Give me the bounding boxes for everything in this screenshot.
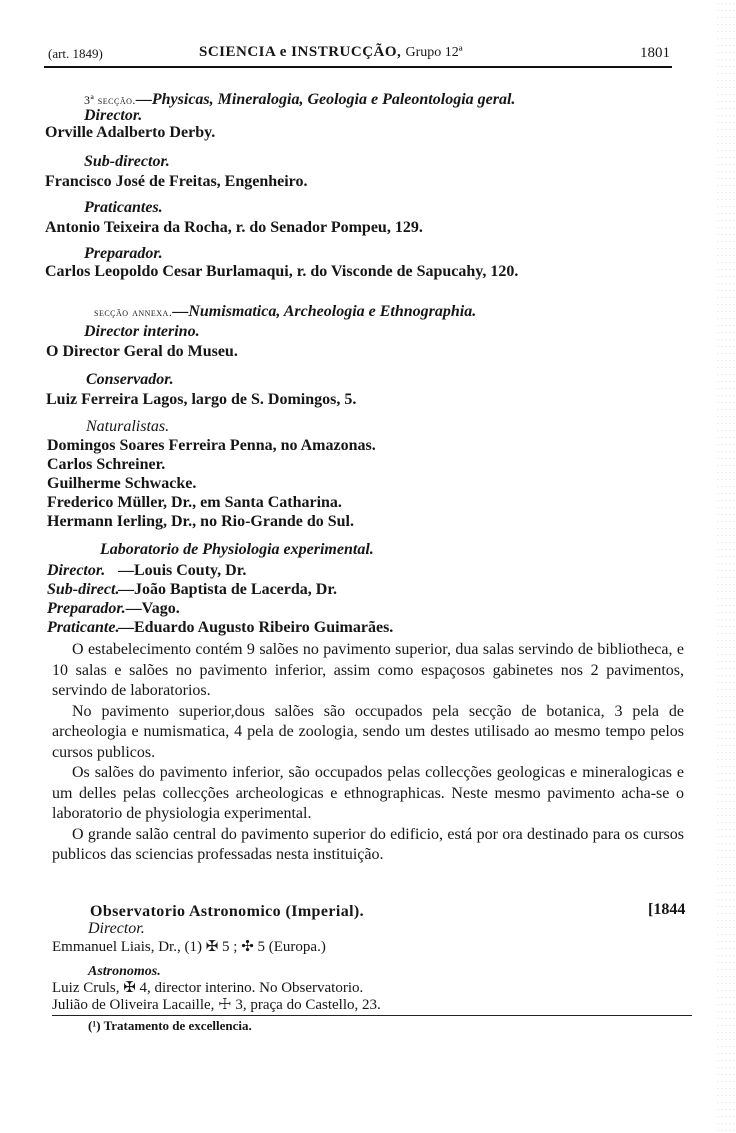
role-label: Preparador.	[84, 245, 163, 262]
description-paragraphs	[52, 640, 684, 866]
role-label: Astronomos.	[88, 964, 161, 979]
person-entry: Luiz Cruls, ✠ 4, director interino. No Observatorio.	[52, 980, 364, 996]
lab-value: —Vago.	[125, 600, 180, 617]
footnote: (¹) Tratamento de excellencia.	[88, 1018, 252, 1033]
lab-role: Director.	[47, 562, 106, 579]
running-header	[44, 44, 672, 68]
person-entry: Carlos Schreiner.	[47, 456, 166, 473]
lab-row	[47, 561, 246, 581]
person-entry: Julião de Oliveira Lacaille, ☩ 3, praça do Castello, 23.	[52, 997, 381, 1013]
annex-title: —Numismatica, Archeologia e Ethnographia.	[172, 303, 477, 320]
group-label: Grupo 12ª	[405, 45, 463, 60]
lab-role: Sub-direct.	[47, 581, 120, 598]
section3-label: 3ª secção.	[84, 93, 136, 107]
page-title	[199, 44, 463, 61]
annex-label: secção annexa.	[94, 305, 173, 319]
paragraph: O estabelecimento contém 9 salões no pavimento superior, dua salas servindo de bibliotheca, e 10 salas e salões no pavimento inferior, assim como espaçosos gabinetes nos 2 pavimentos, servindo de laboratorios.	[52, 641, 684, 699]
person-entry: Frederico Müller, Dr., em Santa Catharina.	[47, 494, 342, 511]
person-entry: O Director Geral do Museu.	[46, 343, 238, 360]
lab-role: Preparador.	[47, 600, 126, 617]
paragraph: O grande salão central do pavimento superior do edificio, está por ora destinado para os cursos publicos das sciencias professadas nesta instituição.	[52, 825, 684, 863]
role-label: Director.	[84, 107, 143, 124]
person-entry: Carlos Leopoldo Cesar Burlamaqui, r. do Visconde de Sapucahy, 120.	[45, 263, 519, 280]
footnote-divider	[52, 1015, 692, 1016]
lab-row	[47, 618, 393, 638]
person-entry: Luiz Ferreira Lagos, largo de S. Domingos, 5.	[46, 391, 357, 408]
lab-row	[47, 599, 180, 619]
role-label: Director.	[88, 920, 145, 937]
section3-title: —Physicas, Mineralogia, Geologia e Paleontologia geral.	[135, 91, 516, 108]
lab-value: —João Baptista de Lacerda, Dr.	[118, 581, 337, 598]
scan-edge-noise	[716, 0, 736, 1133]
lab-row	[47, 580, 337, 600]
person-entry: Domingos Soares Ferreira Penna, no Amazonas.	[47, 437, 376, 454]
lab-value: —Louis Couty, Dr.	[118, 562, 247, 579]
role-label: Naturalistas.	[86, 418, 170, 435]
person-entry: Guilherme Schwacke.	[47, 475, 197, 492]
observatory-title: Observatorio Astronomico (Imperial).	[90, 903, 365, 920]
person-entry: Hermann Ierling, Dr., no Rio-Grande do Sul.	[47, 513, 354, 530]
role-label: Director interino.	[84, 323, 200, 340]
person-entry: Francisco José de Freitas, Engenheiro.	[45, 173, 308, 190]
paragraph: Os salões do pavimento inferior, são occupados pelas collecções geologicas e mineralogicas e um delles pelas collecções archeologicas e ethnographicas. Neste mesmo pavimento acha-se o laboratorio de physiologia experimental.	[52, 764, 684, 822]
person-entry: Orville Adalberto Derby.	[45, 124, 216, 141]
lab-value: —Eduardo Augusto Ribeiro Guimarães.	[118, 619, 394, 636]
title-bold: SCIENCIA e INSTRUCÇÃO,	[199, 44, 402, 60]
role-label: Praticantes.	[84, 199, 163, 216]
person-entry: Emmanuel Liais, Dr., (1) ✠ 5 ; ✣ 5 (Europa.)	[52, 939, 326, 955]
lab-role: Praticante.	[47, 619, 120, 636]
article-reference: [1844	[648, 901, 686, 918]
article-range: (art. 1849)	[48, 46, 103, 61]
page-number: 1801	[640, 45, 670, 61]
role-label: Sub-director.	[84, 153, 170, 170]
annex-heading	[94, 302, 476, 322]
paragraph: No pavimento superior,dous salões são occupados pela secção de botanica, 3 pela de archeologia e numismatica, 4 pela de zoologia, sendo um destes utilisado ao mesmo tempo pelos cursos publicos.	[52, 702, 684, 761]
role-label: Conservador.	[86, 371, 174, 388]
person-entry: Antonio Teixeira da Rocha, r. do Senador Pompeu, 129.	[45, 219, 423, 236]
laboratory-title: Laboratorio de Physiologia experimental.	[100, 541, 374, 558]
section3-heading	[84, 90, 515, 110]
